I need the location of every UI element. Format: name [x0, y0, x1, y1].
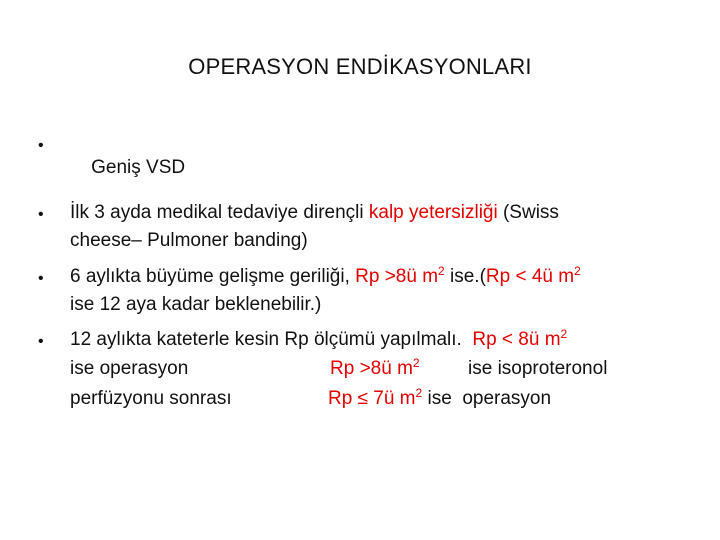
superscript: 2	[412, 356, 420, 370]
bullet-12-aylikta-line-2-red	[330, 357, 420, 381]
bullet-marker: •	[38, 333, 44, 350]
bullet-text: cheese– Pulmoner banding)	[70, 230, 308, 251]
bullet-ilk-3-ayda-line-2	[70, 229, 308, 253]
bullet-text: Geniş VSD	[91, 157, 186, 178]
highlight-text: Rp < 4ü $m^2$	[485, 264, 581, 287]
highlight-text: Rp >8ü $m^2$	[355, 264, 445, 287]
highlight-text: Rp < 8ü $m^2$	[472, 327, 568, 350]
bullet-6-aylikta-line-2	[70, 293, 321, 317]
bullet-text: ise.(	[444, 266, 486, 287]
bullet-geniş-vsd	[70, 132, 185, 204]
bullet-12-aylikta-line-2a	[70, 357, 188, 381]
bullet-text: 6 aylıkta büyüme gelişme geriliği,	[70, 266, 356, 287]
superscript: 2	[438, 264, 445, 278]
bullet-marker: •	[38, 270, 44, 287]
superscript: 2	[574, 264, 581, 278]
bullet-ilk-3-ayda-line-1	[70, 201, 559, 225]
bullet-6-aylikta-line-1	[70, 265, 581, 289]
highlight-text: Rp ≤ 7ü $m^2$	[328, 386, 423, 409]
bullet-12-aylikta-line-1	[70, 328, 567, 352]
bullet-12-aylikta-line-3-red	[328, 387, 551, 411]
bullet-text: 12 aylıkta kateterle kesin Rp ölçümü yapılmalı.	[70, 329, 473, 350]
bullet-12-aylikta-line-2b	[468, 357, 607, 381]
highlight-text: Rp >8ü $m^2$	[330, 356, 420, 379]
slide-title: OPERASYON ENDİKASYONLARI	[188, 54, 532, 79]
superscript: 2	[415, 386, 423, 400]
bullet-text: ise 12 aya kadar beklenebilir.)	[70, 294, 322, 315]
superscript: 2	[560, 327, 568, 341]
bullet-marker: •	[38, 137, 44, 154]
highlight-text: kalp yetersizliği	[368, 202, 498, 223]
bullet-12-aylikta-line-3a	[70, 387, 232, 411]
bullet-marker: •	[38, 206, 44, 223]
bullet-text: (Swiss	[497, 202, 559, 223]
bullet-text: ise isoproteronol	[468, 358, 608, 379]
bullet-text: ise operasyon	[422, 388, 552, 409]
bullet-text: İlk 3 ayda medikal tedaviye dirençli	[70, 202, 369, 223]
bullet-text: ise operasyon	[70, 358, 189, 379]
bullet-text: perfüzyonu sonrası	[70, 388, 232, 409]
